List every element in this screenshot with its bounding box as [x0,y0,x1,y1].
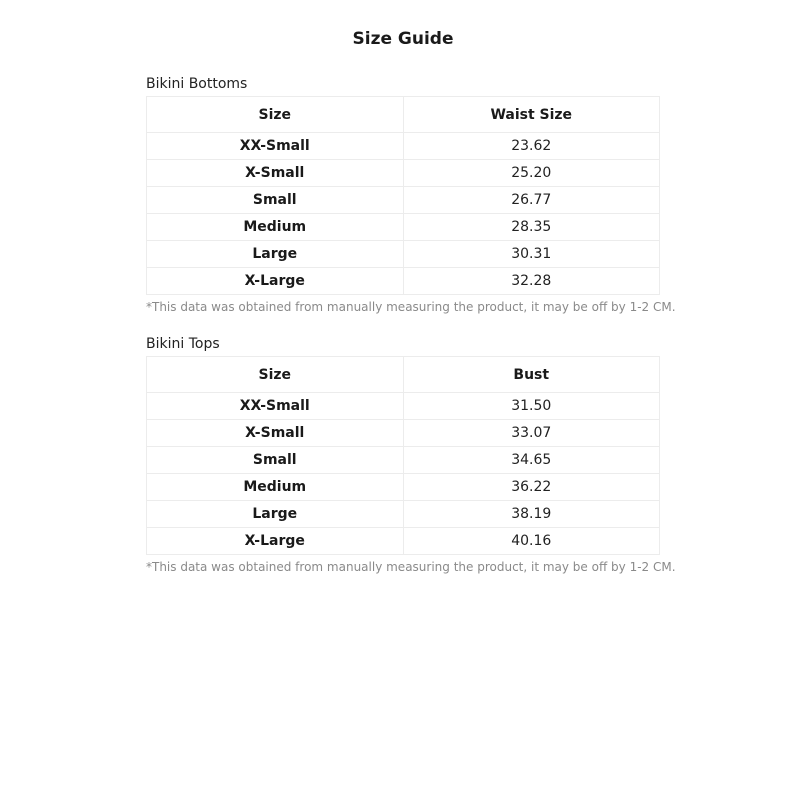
size-cell: X-Small [147,160,404,187]
bust-value-cell: 38.19 [403,501,660,528]
measurement-disclaimer-note: *This data was obtained from manually measuring the product, it may be off by 1-2 CM. [146,560,676,574]
size-cell: Small [147,447,404,474]
size-cell: Large [147,501,404,528]
waist-value-cell: 23.62 [403,133,660,160]
table-row [147,268,660,295]
measurement-disclaimer-note: *This data was obtained from manually measuring the product, it may be off by 1-2 CM. [146,300,676,314]
bikini-bottoms-table [146,96,660,295]
table-row [147,474,660,501]
bikini-tops-heading: Bikini Tops [146,336,220,352]
table-header-row [147,97,660,133]
table-row [147,214,660,241]
waist-value-cell: 30.31 [403,241,660,268]
waist-value-cell: 25.20 [403,160,660,187]
table-row [147,160,660,187]
column-header-size: Size [147,97,404,133]
table-row [147,501,660,528]
bust-value-cell: 33.07 [403,420,660,447]
size-cell: Large [147,241,404,268]
size-cell: X-Small [147,420,404,447]
table-header-row [147,357,660,393]
table-row [147,241,660,268]
table-row [147,420,660,447]
column-header-size: Size [147,357,404,393]
size-cell: X-Large [147,268,404,295]
table-row [147,528,660,555]
column-header-bust: Bust [403,357,660,393]
table-row [147,393,660,420]
size-cell: X-Large [147,528,404,555]
bust-value-cell: 36.22 [403,474,660,501]
page-title: Size Guide [352,29,454,49]
bikini-bottoms-section [146,74,676,314]
bust-value-cell: 31.50 [403,393,660,420]
bust-value-cell: 40.16 [403,528,660,555]
size-cell: Medium [147,214,404,241]
size-cell: XX-Small [147,393,404,420]
bikini-tops-table [146,356,660,555]
table-row [147,133,660,160]
waist-value-cell: 32.28 [403,268,660,295]
size-cell: Small [147,187,404,214]
bikini-tops-section [146,334,676,574]
table-row [147,447,660,474]
waist-value-cell: 26.77 [403,187,660,214]
column-header-waist-size: Waist Size [403,97,660,133]
table-row [147,187,660,214]
size-cell: Medium [147,474,404,501]
waist-value-cell: 28.35 [403,214,660,241]
size-cell: XX-Small [147,133,404,160]
bust-value-cell: 34.65 [403,447,660,474]
bikini-bottoms-heading: Bikini Bottoms [146,76,248,92]
